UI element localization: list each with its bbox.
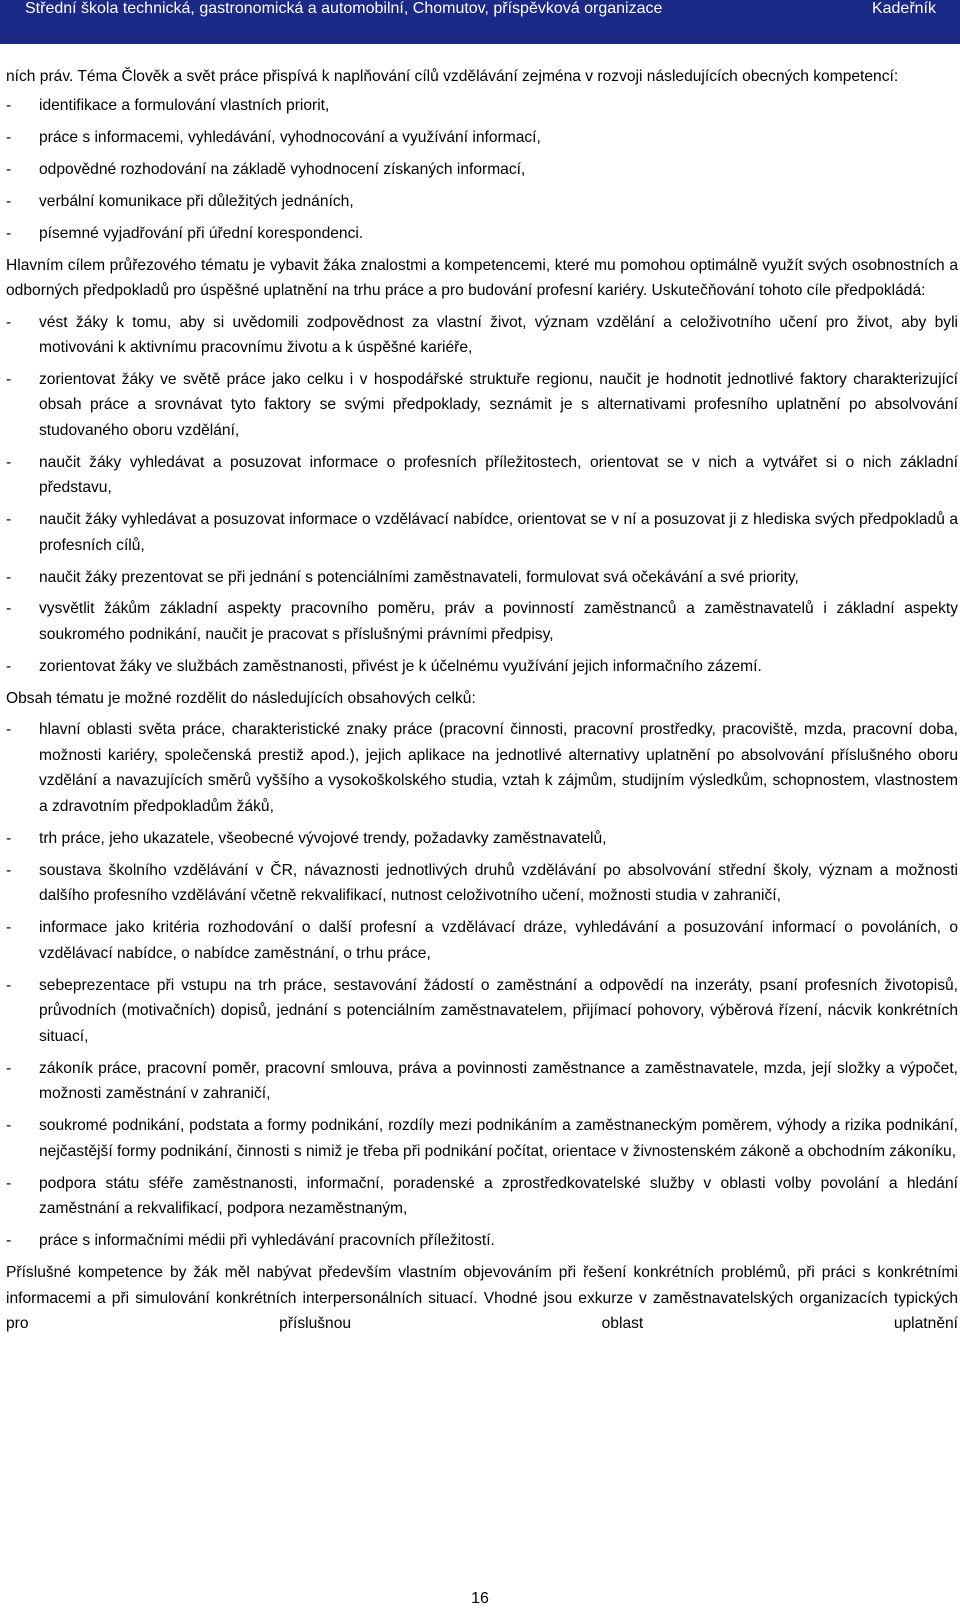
page-header <box>0 0 960 44</box>
content-intro: Obsah tématu je možné rozdělit do následujících obsahových celků: <box>6 689 476 707</box>
list-item: - informace jako kritéria rozhodování o další profesní a vzdělávací dráze, vyhledávání a posuzování informací o povoláních, o vzdělávací nabídce, o nabídce zaměstnání, o trhu práce, <box>6 919 958 962</box>
list-item: - verbální komunikace při důležitých jednáních, <box>6 192 354 210</box>
list-item: - práce s informačními médii při vyhledávání pracovních příležitostí. <box>6 1232 495 1250</box>
list-item: - odpovědné rozhodování na základě vyhodnocení získaných informací, <box>6 160 526 178</box>
list-item: - naučit žáky prezentovat se při jednání s potenciálními zaměstnavateli, formulovat svá očekávání a své priority, <box>6 568 799 586</box>
closing-paragraph: Příslušné kompetence by žák měl nabývat především vlastním objevováním při řešení konkrétních problémů, při práci s konkrétními informacemi a při simulování konkrétních interpersonálních situací. Vhodné jsou exkurze v zaměstnavatelských organizacích typických pro příslušnou oblast uplatnění <box>6 1264 958 1333</box>
list-item: - podpora státu sféře zaměstnanosti, informační, poradenské a zprostředkovatelské služby v oblasti volby povolání a hledání zaměstnání a rekvalifikací, podpora nezaměstnaným, <box>6 1174 958 1218</box>
list-item: - vysvětlit žákům základní aspekty pracovního poměru, práv a povinností zaměstnanců a zaměstnavatelů i základní aspekty soukromého podnikání, naučit je pracovat s příslušnými právními předpisy, <box>6 600 958 643</box>
field-name: Kadeřník <box>871 0 936 17</box>
list-item: - zákoník práce, pracovní poměr, pracovní smlouva, práva a povinnosti zaměstnance a zaměstnavatele, mzda, její složky a výpočet, možnosti zaměstnání v zahraničí, <box>6 1059 958 1103</box>
list-item: - naučit žáky vyhledávat a posuzovat informace o profesních příležitostech, orientovat se v nich a vytvářet si o nich základní představu, <box>6 453 958 497</box>
list-item: - identifikace a formulování vlastních priorit, <box>6 96 330 114</box>
list-item: - soustava školního vzdělávání v ČR, návaznosti jednotlivých druhů vzdělávání po absolvování střední školy, význam a možnosti dalšího profesního vzdělávání včetně rekvalifikací, nutnost celoživotního učení, možnosti studia v zahraničí, <box>6 861 958 905</box>
intro-paragraph: ních práv. Téma Člověk a svět práce přispívá k naplňování cílů vzdělávání zejména v rozvoji následujících obecných kompetencí: <box>6 68 899 85</box>
list-item: - trh práce, jeho ukazatele, všeobecné vývojové trendy, požadavky zaměstnavatelů, <box>6 829 607 847</box>
aim-list <box>6 310 958 680</box>
list-item: - písemné vyjadřování při úřední korespondenci. <box>6 224 364 242</box>
competence-list <box>6 93 958 247</box>
list-item: - práce s informacemi, vyhledávání, vyhodnocování a využívání informací, <box>6 128 541 146</box>
list-item: - hlavní oblasti světa práce, charakteristické znaky práce (pracovní činnosti, pracovní prostředky, pracoviště, mzda, pracovní doba, možnosti kariéry, společenská prestiž apod.), jejich aplikace na jednotlivé alternativy uplatnění po absolvování příslušného oboru vzdělání a navazujících směrů vyššího a vysokoškolského studia, vztah k zájmům, studijním výsledkům, schopnostem, vlastnostem a zdravotním předpokladům žáků, <box>6 721 958 815</box>
school-name: Střední škola technická, gastronomická a automobilní, Chomutov, příspěvková organizace <box>25 0 663 17</box>
page-number: 16 <box>471 1590 489 1607</box>
list-item: - soukromé podnikání, podstata a formy podnikání, rozdíly mezi podnikáním a zaměstnaneckým poměrem, výhody a rizika podnikání, nejčastější formy podnikání, činnosti s nimiž je třeba při podnikání počítat, orientace v živnostenském zákoně a obchodním zákoníku, <box>6 1117 958 1160</box>
list-item: - zorientovat žáky ve službách zaměstnanosti, přivést je k účelnému využívání jejich informačního zázemí. <box>6 657 762 675</box>
list-item: - sebeprezentace při vstupu na trh práce, sestavování žádostí o zaměstnání a odpovědí na inzeráty, psaní profesních životopisů, průvodních (motivačních) dopisů, jednání s potenciálním zaměstnavatelem, přijímací pohovory, výběrová řízení, nácvik konkrétních situací, <box>6 976 958 1045</box>
list-item: - zorientovat žáky ve světě práce jako celku i v hospodářské struktuře regionu, naučit je hodnotit jednotlivé faktory charakterizující obsah práce a srovnávat tyto faktory se svými předpoklady, seznámit je s alternativami profesního uplatnění po absolvování studovaného oboru vzdělání, <box>6 370 958 439</box>
content-unit-list <box>6 717 958 1254</box>
aim-paragraph: Hlavním cílem průřezového tématu je vybavit žáka znalostmi a kompetencemi, které mu pomohou optimálně využít svých osobnostních a odborných předpokladů pro úspěšné uplatnění na trhu práce a pro budování profesní kariéry. Uskutečňování tohoto cíle předpokládá: <box>6 256 958 299</box>
list-item: - vést žáky k tomu, aby si uvědomili zodpovědnost za vlastní život, význam vzdělání a celoživotního učení pro život, aby byli motivováni k aktivnímu pracovnímu životu a k úspěšné kariéře, <box>6 313 958 356</box>
list-item: - naučit žáky vyhledávat a posuzovat informace o vzdělávací nabídce, orientovat se v ní a posuzovat ji z hlediska svých předpokladů a profesních cílů, <box>6 511 958 554</box>
document-body <box>6 64 958 1337</box>
